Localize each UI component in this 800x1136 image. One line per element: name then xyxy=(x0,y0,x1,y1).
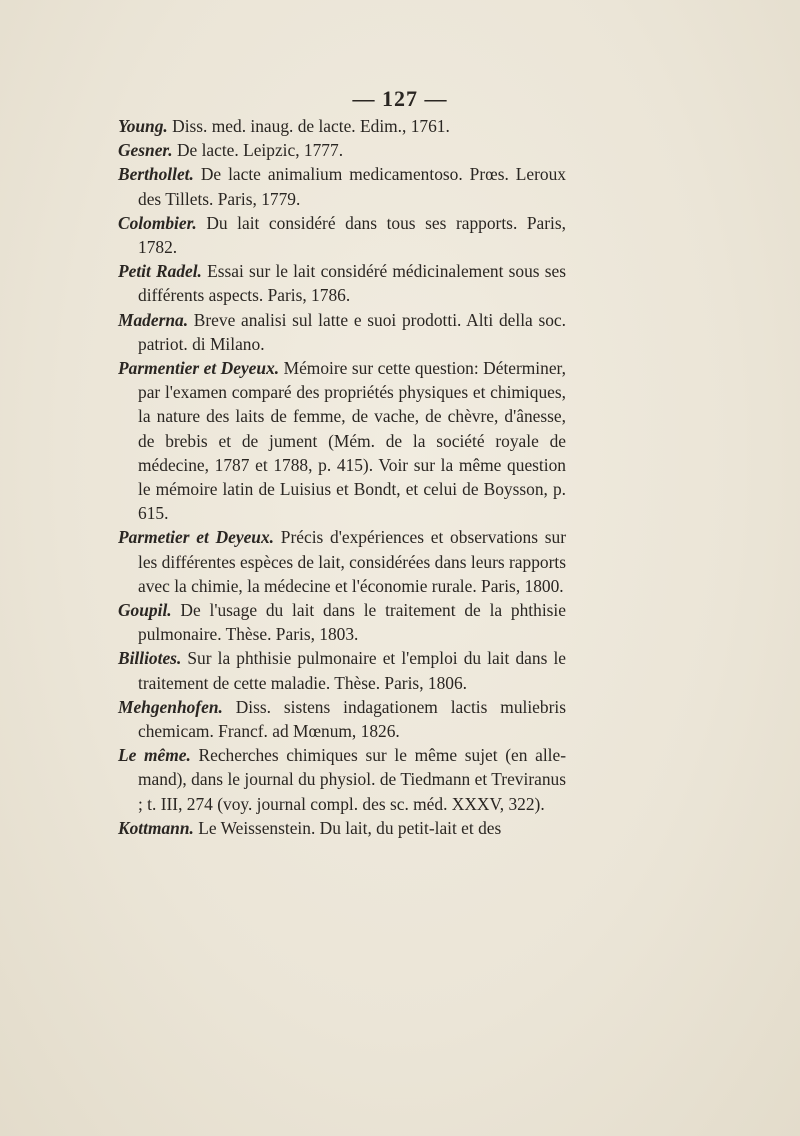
bibliography-entry xyxy=(118,743,566,816)
entry-text: De l'usage du lait dans le traitement de la phthisie pulmonaire. Thèse. Paris, 1803. xyxy=(138,600,566,645)
entry-author: Parmetier et Deyeux. xyxy=(118,527,275,548)
bibliography-entry xyxy=(118,695,566,743)
entry-author: Petit Radel. xyxy=(118,261,202,282)
entry-text: Du lait considéré dans tous ses rapports. Paris, 1782. xyxy=(138,212,566,258)
entry-author: Mehgenhofen. xyxy=(118,696,223,717)
bibliography-entry xyxy=(118,356,566,525)
bibliography-entry xyxy=(118,138,566,162)
entry-text: Mémoire sur cette question: Déterminer, par l'examen comparé des propriétés physiques et chimiques, la nature des laits de femme, de vache, de chèvre, d'ânesse, de brebis et de jument (Mém. de la société royale de médecine, 1787 et 1788, p. 415). Voir sur la même question le mémoire latin de Luisius et Bondt, et celui de Boysson, p. 615. xyxy=(138,358,566,524)
entry-author: Berthollet. xyxy=(118,164,194,185)
entry-text: Breve analisi sul latte e suoi prodotti. Alti della soc. patriot. di Milano. xyxy=(138,309,566,354)
entry-text: Sur la phthisie pulmonaire et l'emploi du lait dans le traitement de cette maladie. Thèse. Paris, 1806. xyxy=(138,648,566,693)
bibliography-entry xyxy=(118,259,566,307)
entry-author: Goupil. xyxy=(118,600,172,621)
entry-author: Parmentier et Deyeux. xyxy=(118,358,280,379)
bibliography-entry xyxy=(118,598,566,646)
entry-text: Diss. sistens indagationem lactis muliebris chemicam. Francf. ad Mœnum, 1826. xyxy=(138,696,566,742)
entry-text: De lacte. Leipzic, 1777. xyxy=(172,140,344,161)
entry-text: Essai sur le lait considéré médicinalement sous ses différents aspects. Paris, 1786. xyxy=(138,261,566,306)
entry-author: Gesner. xyxy=(118,140,173,161)
bibliography-entry xyxy=(118,646,566,694)
entry-text: Précis d'expériences et observations sur les différentes espèces de lait, considérées dans leurs rapports avec la chimie, la médecine et l'économie rurale. Paris, 1800. xyxy=(138,527,567,596)
bibliography-entry xyxy=(118,308,566,356)
bibliography-entry xyxy=(118,162,566,210)
entry-author: Young. xyxy=(118,116,168,136)
entry-text: Diss. med. inaug. de lacte. Edim., 1761. xyxy=(167,116,450,136)
entry-text: De lacte animalium medicamentoso. Prœs. Leroux des Tillets. Paris, 1779. xyxy=(138,164,566,209)
bibliography-entry xyxy=(118,525,566,598)
bibliography-entry xyxy=(118,816,566,840)
entry-author: Le même. xyxy=(118,745,191,766)
bibliography-list xyxy=(118,114,566,840)
entry-author: Colombier. xyxy=(118,212,197,233)
entry-author: Maderna. xyxy=(118,309,189,330)
entry-author: Kottmann. xyxy=(118,817,194,838)
bibliography-entry xyxy=(118,211,566,259)
entry-author: Billiotes. xyxy=(118,648,182,669)
page-number: — 127 — xyxy=(352,86,448,111)
entry-text: Le Weissenstein. Du lait, du petit-lait et des xyxy=(193,817,502,838)
entry-text: Recherches chimiques sur le même sujet (en allemand), dans le journal du physiol. de Tiedmann et Treviranus ; t. III, 274 (voy. journal compl. des sc. méd. XXXV, 322). xyxy=(138,745,566,814)
bibliography-entry xyxy=(118,114,566,138)
